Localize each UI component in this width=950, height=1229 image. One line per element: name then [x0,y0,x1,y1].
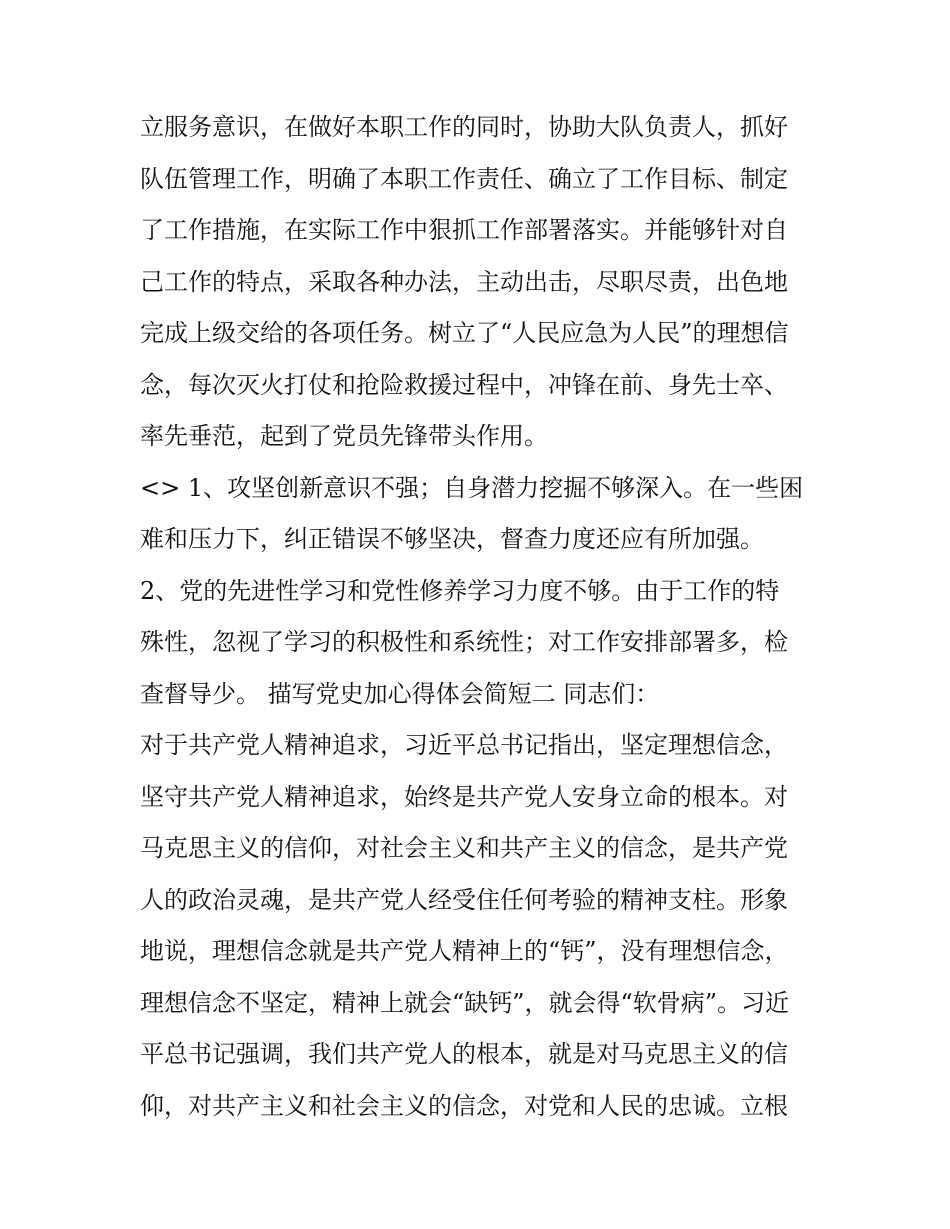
text-line: 念，每次灭火打仗和抢险救援过程中，冲锋在前、身先士卒、 [140,370,788,399]
text-line: 率先垂范，起到了党员先锋带头作用。 [140,422,548,450]
text-line: 队伍管理工作，明确了本职工作责任、确立了工作目标、制定 [140,164,788,193]
text-line: 坚守共产党人精神追求，始终是共产党人安身立命的根本。对 [140,782,788,811]
text-line: 完成上级交给的各项任务。树立了“人民应急为人民”的理想信 [140,319,789,347]
text-line: 仰，对共产主义和社会主义的信念，对党和人民的忠诚。立根 [140,1091,788,1120]
text-line: 理想信念不坚定，精神上就会“缺钙”，就会得“软骨病”。习近 [140,988,790,1017]
text-line: 对于共产党人精神追求，习近平总书记指出，坚定理想信念， [140,731,788,759]
text-line: 殊性，忽视了学习的积极性和系统性；对工作安排部署多，检 [140,628,788,656]
text-line: 立服务意识，在做好本职工作的同时，协助大队负责人，抓好 [140,113,788,141]
text-line: 了工作措施，在实际工作中狠抓工作部署落实。并能够针对自 [140,216,788,244]
text-line: 马克思主义的信仰，对社会主义和共产主义的信念，是共产党 [140,834,788,862]
text-line: 难和压力下，纠正错误不够坚决，督查力度还应有所加强。 [140,525,764,553]
text-line: 2、党的先进性学习和党性修养学习力度不够。由于工作的特 [140,576,780,605]
text-line: <> 1、攻坚创新意识不强；自身潜力挖掘不够深入。在一些困 [140,473,804,502]
text-line: 人的政治灵魂，是共产党人经受住任何考验的精神支柱。形象 [140,885,788,914]
text-line: 查督导少。 描写党史加心得体会简短二 同志们： [140,679,660,708]
text-line: 地说，理想信念就是共产党人精神上的“钙”，没有理想信念， [140,937,789,965]
document-body [140,102,820,1132]
text-line: 己工作的特点，采取各种办法，主动出击，尽职尽责，出色地 [140,267,788,296]
text-line: 平总书记强调，我们共产党人的根本，就是对马克思主义的信 [140,1040,788,1068]
